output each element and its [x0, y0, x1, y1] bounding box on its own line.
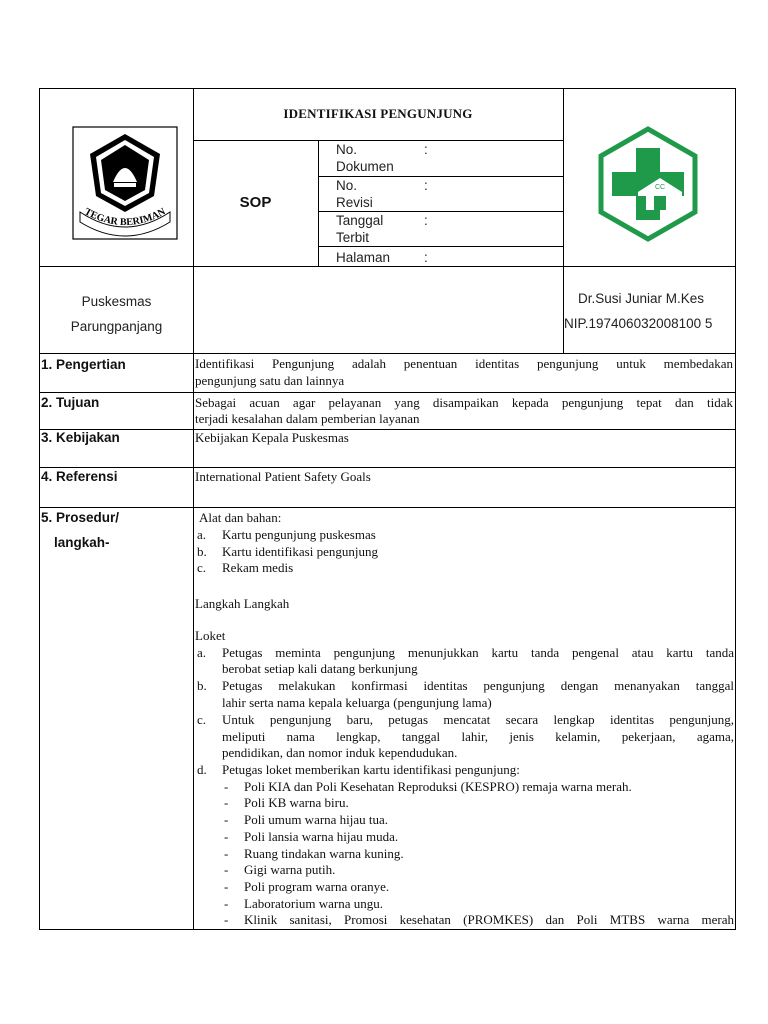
meta-separator: : — [424, 250, 428, 265]
list-text: Poli umum warna hijau tua. — [244, 812, 389, 827]
list-text: Poli KIA dan Poli Kesehatan Reproduksi (KESPRO) remaja warna merah. — [244, 779, 632, 794]
list-marker: a. — [197, 527, 207, 542]
section-text-line: Identifikasi Pengunjung adalah penentuan identitas pengunjung untuk membedakan — [195, 356, 733, 371]
section-text-line: pengunjung satu dan lainnya — [195, 373, 345, 388]
section-label: 2. Tujuan — [41, 395, 100, 410]
list-text: Poli lansia warna hijau muda. — [244, 829, 399, 844]
section-text-line: Kebijakan Kepala Puskesmas — [195, 430, 349, 445]
section-label: 5. Prosedur/ — [41, 510, 120, 525]
puskesmas-cross-icon — [596, 126, 700, 242]
section-label: langkah- — [54, 535, 110, 550]
section-text-line: Sebagai acuan agar pelayanan yang disampaikan kepada pengunjung tepat dan tidak — [195, 395, 733, 410]
list-marker: - — [224, 912, 229, 927]
regency-motto-text-icon — [74, 205, 176, 235]
section-label: 1. Pengertian — [41, 357, 126, 372]
list-text: Poli program warna oranye. — [244, 879, 390, 894]
list-text: Klinik sanitasi, Promosi kesehatan (PROMKES) dan Poli MTBS warna merah — [244, 912, 734, 927]
puskesmas-logo — [596, 126, 700, 242]
meta-label: Halaman — [336, 250, 391, 265]
list-marker: c. — [197, 560, 207, 575]
doctor-name: Dr.Susi Juniar M.Kes — [578, 291, 705, 306]
meta-separator: : — [424, 213, 428, 228]
list-marker: - — [224, 846, 229, 861]
list-marker: c. — [197, 712, 207, 727]
section-text-line: terjadi kesalahan dalam pemberian layanan — [195, 411, 420, 426]
list-text: Untuk pengunjung baru, petugas mencatat secara lengkap identitas pengunjung, — [222, 712, 734, 727]
list-text: Ruang tindakan warna kuning. — [244, 846, 404, 861]
list-marker: - — [224, 812, 229, 827]
meta-label: No. Revisi — [336, 178, 373, 210]
list-marker: d. — [197, 762, 207, 777]
list-marker: - — [224, 779, 229, 794]
list-text: Petugas loket memberikan kartu identifikasi pengunjung: — [222, 762, 520, 777]
meta-label: No. Dokumen — [336, 142, 394, 174]
list-marker: - — [224, 896, 229, 911]
list-text: berobat setiap kali datang berkunjung — [222, 661, 418, 676]
list-marker: b. — [197, 544, 207, 559]
regency-logo — [72, 124, 178, 242]
list-text: pendidikan, dan nomor induk kependudukan. — [222, 745, 458, 760]
list-text: Petugas melakukan konfirmasi identitas pengunjung dengan menanyakan tanggal — [222, 678, 734, 693]
svg-text:CC: CC — [654, 184, 666, 191]
section-label: 3. Kebijakan — [41, 430, 120, 445]
meta-separator: : — [424, 178, 428, 193]
list-marker: b. — [197, 678, 207, 693]
document-title: IDENTIFIKASI PENGUNJUNG — [283, 106, 473, 121]
list-text: meliputi nama lengkap, tanggal lahir, jenis kelamin, pekerjaan, agama, — [222, 729, 734, 744]
meta-label: Tanggal Terbit — [336, 213, 384, 245]
section-text-line: International Patient Safety Goals — [195, 469, 371, 484]
puskesmas-name: Puskesmas Parungpanjang — [70, 294, 163, 334]
regency-motto — [74, 205, 176, 235]
alat-title: Alat dan bahan: — [199, 510, 282, 525]
section-label: 4. Referensi — [41, 469, 118, 484]
list-text: Rekam medis — [222, 560, 294, 575]
list-text: Kartu pengunjung puskesmas — [222, 527, 376, 542]
list-text: Petugas meminta pengunjung menunjukkan kartu tanda pengenal atau kartu tanda — [222, 645, 734, 660]
list-marker: - — [224, 829, 229, 844]
doctor-nip: NIP.197406032008100 5 — [564, 316, 713, 331]
list-marker: - — [224, 879, 229, 894]
list-text: Poli KB warna biru. — [244, 795, 349, 810]
list-text: Laboratorium warna ungu. — [244, 896, 383, 911]
loket-title: Loket — [195, 628, 226, 643]
langkah-title: Langkah Langkah — [195, 596, 290, 611]
list-text: lahir serta nama kepala keluarga (pengunjung lama) — [222, 695, 492, 710]
list-text: Kartu identifikasi pengunjung — [222, 544, 378, 559]
list-marker: - — [224, 862, 229, 877]
meta-separator: : — [424, 142, 428, 157]
list-marker: a. — [197, 645, 207, 660]
list-marker: - — [224, 795, 229, 810]
list-text: Gigi warna putih. — [244, 862, 336, 877]
sop-label: SOP — [239, 194, 272, 211]
svg-text:TEGAR BERIMAN: TEGAR BERIMAN — [82, 206, 168, 229]
